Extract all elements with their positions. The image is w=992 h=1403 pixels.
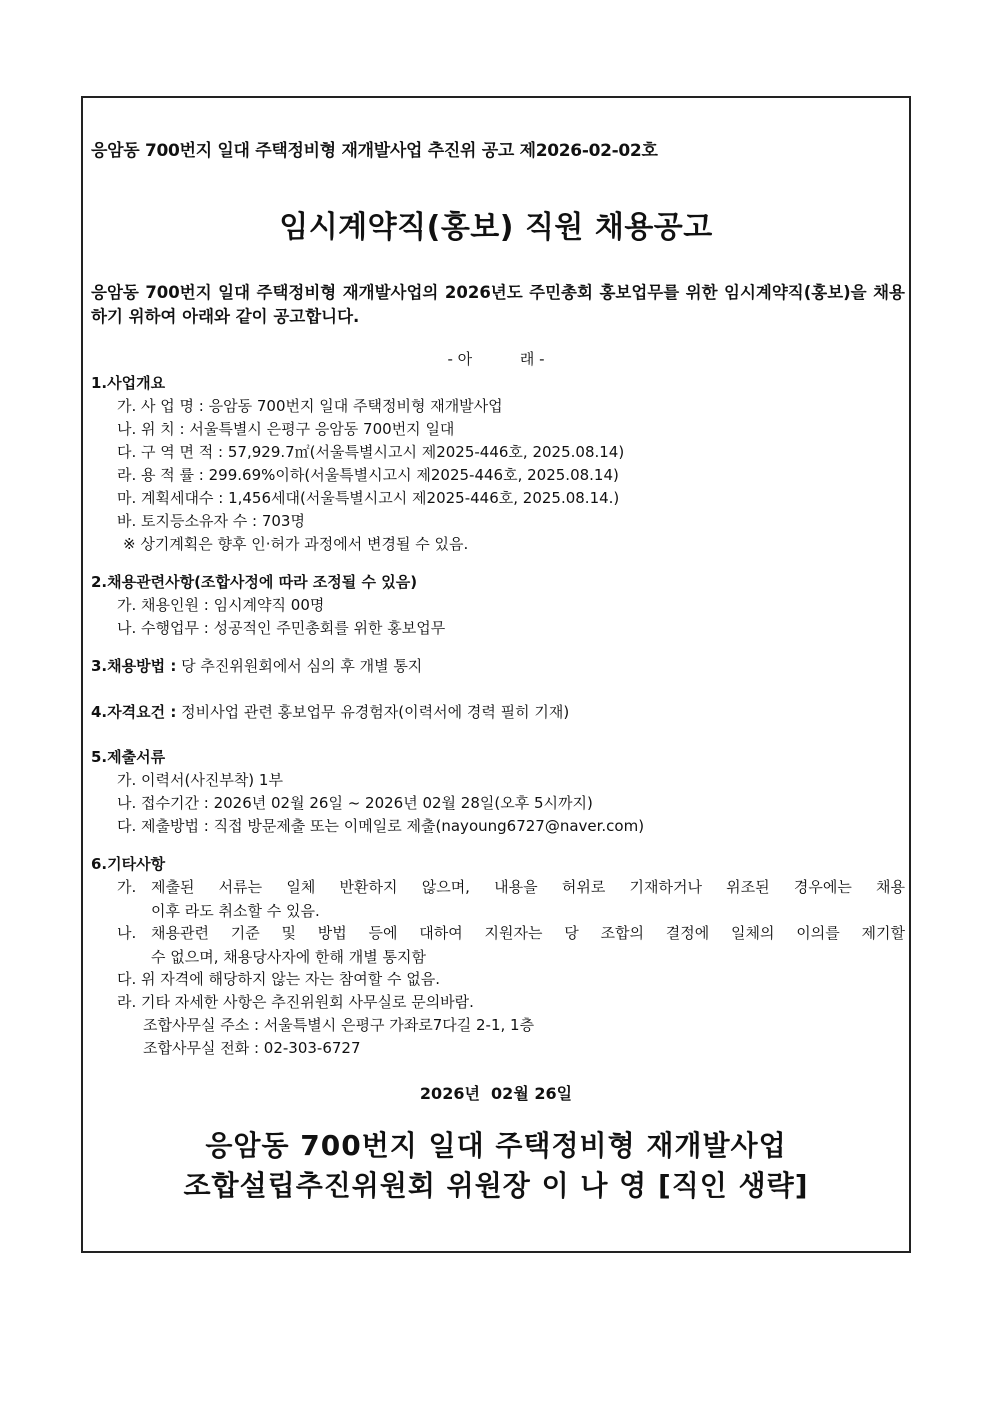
- section1-note: ※ 상기계획은 향후 인·허가 과정에서 변경될 수 있음.: [123, 535, 469, 553]
- section4-text: 정비사업 관련 홍보업무 유경험자(이력서에 경력 필히 기재): [181, 703, 570, 721]
- section5-item-b: 나. 접수기간 : 2026년 02월 26일 ~ 2026년 02월 28일(오후 5시까지): [117, 794, 593, 812]
- section2-item-a: 가. 채용인원 : 임시계약직 00명: [117, 596, 325, 614]
- section2-item-b: 나. 수행업무 : 성공적인 주민총회를 위한 홍보업무: [117, 619, 446, 637]
- section6-item-b: [117, 922, 905, 967]
- intro-paragraph: 응암동 700번지 일대 주택정비형 재개발사업의 2026년도 주민총회 홍보업무를 위한 임시계약직(홍보)을 채용하기 위하여 아래와 같이 공고합니다.: [91, 283, 905, 326]
- section6-item-a-line1: 제출된 서류는 일체 반환하지 않으며, 내용을 허위로 기재하거나 위조된 경우에는 채용: [151, 878, 905, 896]
- section6-item-d: 라. 기타 자세한 사항은 추진위원회 사무실로 문의바람.: [117, 993, 474, 1011]
- section1-title: 1.사업개요: [91, 374, 166, 392]
- section1-item-a: 가. 사 업 명 : 응암동 700번지 일대 주택정비형 재개발사업: [117, 397, 503, 415]
- section6-title: 6.기타사항: [91, 855, 166, 873]
- section4: [91, 701, 569, 722]
- section1-item-d: 라. 용 적 률 : 299.69%이하(서울특별시고시 제2025-446호, 2025.08.14): [117, 466, 619, 484]
- section6-item-a-line2: 이후 라도 취소할 수 있음.: [151, 902, 320, 920]
- section6-item-a: [117, 876, 905, 921]
- notice-frame: [81, 96, 911, 1253]
- signature-line-1: 응암동 700번지 일대 주택정비형 재개발사업: [205, 1129, 787, 1162]
- section3-text: 당 추진위원회에서 심의 후 개별 통지: [181, 657, 423, 675]
- office-phone: 조합사무실 전화 : 02-303-6727: [143, 1039, 361, 1057]
- notice-number: 응암동 700번지 일대 주택정비형 재개발사업 추진위 공고 제2026-02-02호: [91, 141, 658, 161]
- section5-title: 5.제출서류: [91, 748, 166, 766]
- section2-title: 2.채용관련사항(조합사정에 따라 조정될 수 있음): [91, 573, 418, 591]
- section1-item-b: 나. 위 치 : 서울특별시 은평구 응암동 700번지 일대: [117, 420, 455, 438]
- section6-item-b-line1: 채용관련 기준 및 방법 등에 대하여 지원자는 당 조합의 결정에 일체의 이의를 제기할: [151, 924, 905, 942]
- signature-line-2: 조합설립추진위원회 위원장 이 나 영 [직인 생략]: [183, 1169, 809, 1202]
- section1-item-e: 마. 계획세대수 : 1,456세대(서울특별시고시 제2025-446호, 2025.08.14.): [117, 489, 620, 507]
- section5-item-a: 가. 이력서(사진부착) 1부: [117, 771, 283, 789]
- section5-item-c: 다. 제출방법 : 직접 방문제출 또는 이메일로 제출(nayoung6727@naver.com): [117, 817, 645, 835]
- below-heading: - 아 래 -: [447, 350, 545, 368]
- section1-item-c: 다. 구 역 면 적 : 57,929.7㎡(서울특별시고시 제2025-446호, 2025.08.14): [117, 443, 625, 461]
- section3-title: 3.채용방법 :: [91, 657, 177, 675]
- section6-item-b-label: 나.: [117, 924, 137, 942]
- notice-date: 2026년 02월 26일: [419, 1084, 573, 1103]
- section4-title: 4.자격요건 :: [91, 703, 177, 721]
- section6-item-b-line2: 수 없으며, 채용당사자에 한해 개별 통지함: [151, 948, 426, 966]
- office-address: 조합사무실 주소 : 서울특별시 은평구 가좌로7다길 2-1, 1층: [143, 1016, 535, 1034]
- section6-item-c: 다. 위 자격에 해당하지 않는 자는 참여할 수 없음.: [117, 970, 440, 988]
- section3: [91, 655, 422, 676]
- page-title: 임시계약직(홍보) 직원 채용공고: [279, 210, 713, 245]
- section6-item-a-label: 가.: [117, 878, 137, 896]
- section1-item-f: 바. 토지등소유자 수 : 703명: [117, 512, 305, 530]
